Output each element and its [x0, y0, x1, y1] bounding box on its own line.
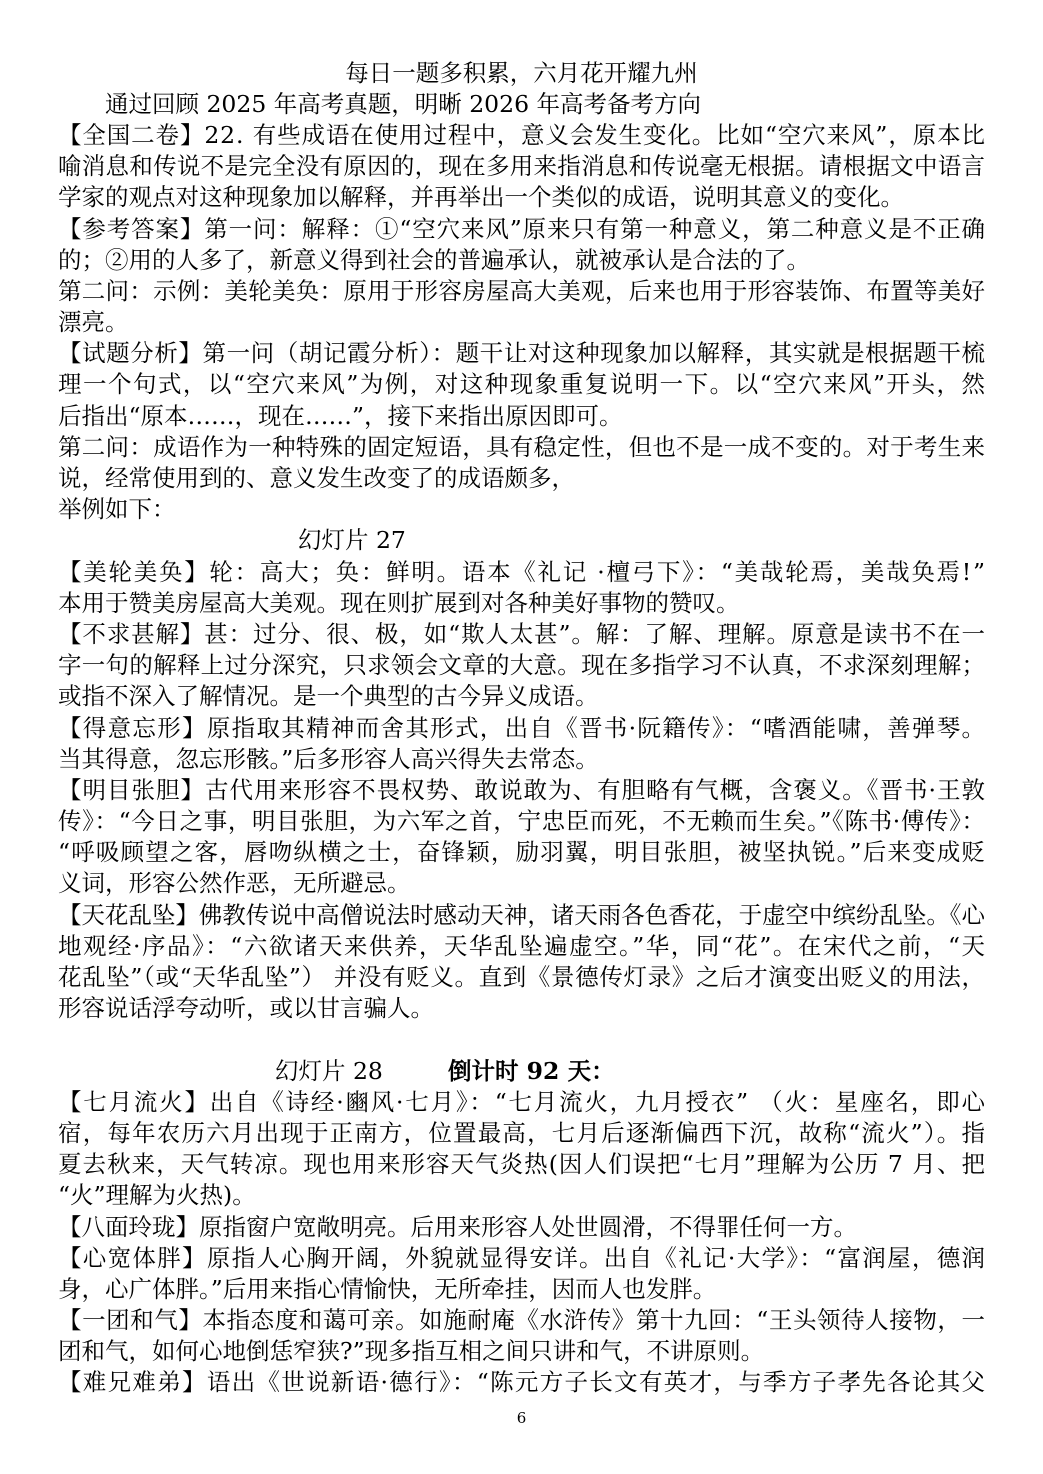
text-line: 【得意忘形】原指取其精神而舍其形式，出自《晋书·阮籍传》：“嗜酒能啸，善弹琴。 [58, 713, 987, 742]
text-line: 当其得意，忽忘形骸。”后多形容人高兴得失去常态。 [58, 744, 599, 773]
slide-label: 幻灯片 28 [275, 1056, 383, 1085]
idiom-entry-meilunmeihuan [58, 557, 985, 619]
page-number: 6 [516, 1409, 527, 1427]
text-line: 【参考答案】第一问：解释：①“空穴来风”原来只有第一种意义，第二种意义是不正确 [58, 214, 986, 243]
analysis-paragraph [58, 338, 985, 432]
text-line: 【全国二卷】22. 有些成语在使用过程中，意义会发生变化。比如“空穴来风”，原本比 [58, 120, 986, 149]
idiom-entry-qiyueliuhuo [58, 1087, 985, 1212]
text-line: 字一句的解释上过分深究，只求领会文章的大意。现在多指学习不认真，不求深刻理解； [58, 651, 986, 680]
idiom-entry-yituanheqi [58, 1305, 985, 1367]
idiom-entry-nanxiongnandi [58, 1367, 985, 1398]
text-line: 身，心广体胖。”后用来指心情愉快，无所牵挂，因而人也发胖。 [58, 1274, 717, 1303]
examples-intro [58, 494, 985, 525]
text-line: 第二问：成语作为一种特殊的固定短语，具有稳定性，但也不是一成不变的。对于考生来 [58, 432, 986, 461]
document-body [58, 58, 985, 1399]
slide-28-heading [58, 1056, 985, 1087]
idiom-entry-tianhualuanzhui [58, 900, 985, 1025]
text-line: 团和气，如何心地倒恁窄狭?”现多指互相之间只讲和气，不讲原则。 [58, 1337, 765, 1366]
text-line: 形容说话浮夸动听，或以甘言骗人。 [58, 994, 434, 1023]
text-line: 第二问：示例：美轮美奂：原用于形容房屋高大美观，后来也用于形容装饰、布置等美好 [58, 276, 986, 305]
text-line: 【难兄难弟】语出《世说新语·德行》：“陈元方子长文有英才，与季方子孝先各论其父 [58, 1368, 987, 1397]
blank-line [58, 1024, 985, 1055]
text-line: 漂亮。 [58, 308, 129, 337]
text-line: 举例如下： [58, 495, 176, 524]
idiom-entry-bamianlinglong [58, 1212, 985, 1243]
reference-answer-paragraph [58, 214, 985, 276]
text-line: 理一个句式，以“空穴来风”为例，对这种现象重复说明一下。以“空穴来风”开头，然 [58, 370, 987, 399]
text-line: 说，经常使用到的、意义发生改变了的成语颇多， [58, 464, 575, 493]
text-line: 后指出“原本……，现在……”，接下来指出原因即可。 [58, 401, 623, 430]
text-line: 【试题分析】第一问（胡记霞分析）：题干让对这种现象加以解释，其实就是根据题干梳 [58, 339, 986, 368]
text-line: “火”理解为火热)。 [58, 1181, 256, 1210]
text-line: 义词，形容公然作恶，无所避忌。 [58, 869, 411, 898]
answer-part-two-paragraph [58, 276, 985, 338]
text-line: 【八面玲珑】原指窗户宽敞明亮。后用来形容人处世圆滑，不得罪任何一方。 [58, 1212, 857, 1241]
analysis-part-two-paragraph [58, 432, 985, 494]
text-line: 【不求甚解】甚：过分、很、极，如“欺人太甚”。解：了解、理解。原意是读书不在一 [58, 619, 986, 648]
text-line: 【一团和气】本指态度和蔼可亲。如施耐庵《水浒传》第十九回：“王头领待人接物，一 [58, 1306, 986, 1335]
text-line: 夏去秋来，天气转凉。现也用来形容天气炎热(因人们误把“七月”理解为公历 7 月、把 [58, 1150, 987, 1179]
idiom-entry-xinkuantipan [58, 1243, 985, 1305]
text-line: 学家的观点对这种现象加以解释，并再举出一个类似的成语，说明其意义的变化。 [58, 183, 904, 212]
slide-label: 幻灯片 27 [298, 526, 406, 555]
text-line: 或指不深入了解情况。是一个典型的古今异义成语。 [58, 682, 599, 711]
text-line: 的；②用的人多了，新意义得到社会的普遍承认，就被承认是合法的了。 [58, 245, 810, 274]
slide-27-heading [58, 525, 985, 556]
text-line: “呼吸顾望之客，唇吻纵横之士，奋锋颖，励羽翼，明目张胆，被坚执锐。”后来变成贬 [58, 838, 987, 867]
question-paragraph [58, 120, 985, 214]
text-line: 传》：“今日之事，明目张胆，为六军之首，宁忠臣而死，不无赖而生矣。”《陈书·傅传》： [58, 807, 986, 836]
text-line: 喻消息和传说不是完全没有原因的，现在多用来指消息和传说毫无根据。请根据文中语言 [58, 152, 986, 181]
text-line: 本用于赞美房屋高大美观。现在则扩展到对各种美好事物的赞叹。 [58, 588, 740, 617]
text-line: 地观经·序品》：“六欲诸天来供养，天华乱坠遍虚空。”华，同“花”。在宋代之前，“天 [58, 931, 987, 960]
text-line: 【心宽体胖】原指人心胸开阔，外貌就显得安详。出自《礼记·大学》：“富润屋，德润 [58, 1243, 987, 1272]
text-line: 【天花乱坠】佛教传说中高僧说法时感动天神，诸天雨各色香花，于虚空中缤纷乱坠。《心 [58, 900, 985, 929]
document-subtitle: 通过回顾 2025 年高考真题，明晰 2026 年高考备考方向 [105, 89, 701, 118]
idiom-entry-buqiushenjie [58, 619, 985, 713]
text-line: 【明目张胆】古代用来形容不畏权势、敢说敢为、有胆略有气概，含褒义。《晋书·王敦 [58, 775, 986, 804]
text-line: 花乱坠”（或“天华乱坠”） 并没有贬义。直到《景德传灯录》之后才演变出贬义的用法， [58, 963, 986, 992]
text-line: 【七月流火】出自《诗经·豳风·七月》：“七月流火，九月授衣” （火：星座名，即心 [58, 1087, 987, 1116]
countdown-label: 倒计时 92 天： [448, 1056, 615, 1085]
text-line: 宿，每年农历六月出现于正南方，位置最高，七月后逐渐偏西下沉，故称“流火”）。指 [58, 1118, 987, 1147]
idiom-entry-mingmuzhangdan [58, 775, 985, 900]
document-title: 每日一题多积累，六月花开耀九州 [345, 58, 698, 87]
idiom-entry-deyiwangxing [58, 713, 985, 775]
text-line: 【美轮美奂】轮：高大；奂：鲜明。语本《礼记 ·檀弓下》：“美哉轮焉，美哉奂焉!” [58, 557, 987, 586]
